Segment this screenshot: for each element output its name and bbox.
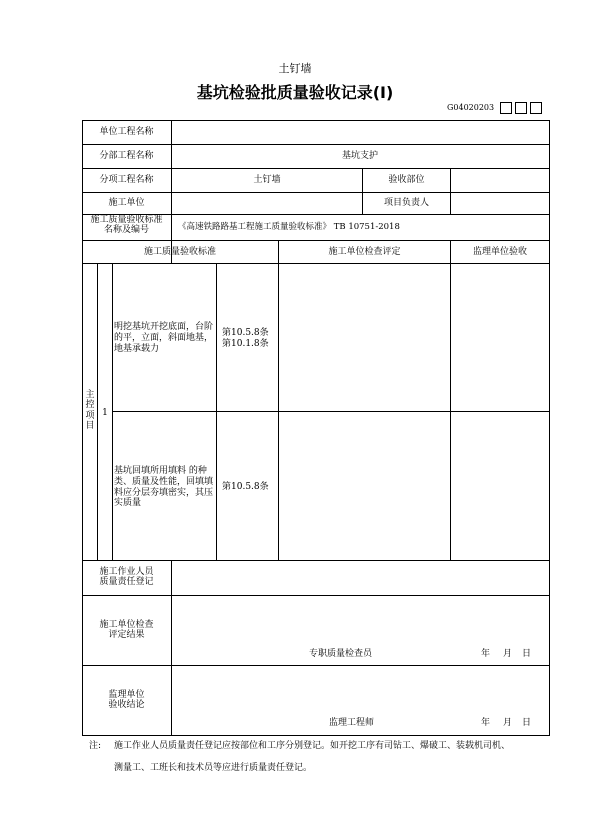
date-year-2: 年	[481, 718, 491, 728]
unit-project-label: 单位工程名称	[99, 127, 154, 137]
subitem-label: 分项工程名称	[99, 175, 154, 185]
page-title: 基坑检验批质量验收记录(Ⅰ)	[196, 83, 394, 102]
supervisor-check-cell-2[interactable]	[451, 412, 548, 560]
inspector-label: 专职质量检查员	[309, 649, 373, 659]
subtitle: 土钉墙	[278, 62, 312, 75]
note-line-2: 测量工、工班长和技术员等应进行质量责任登记。	[114, 763, 313, 773]
item-clause-2: 第10.5.8条	[222, 482, 269, 492]
standard-label-line1: 施工质量验收标准	[90, 215, 163, 225]
contractor-check-cell-2[interactable]	[279, 412, 449, 560]
note-line-1: 施工作业人员质量责任登记应按部位和工序分别登记。如开挖工序有司钻工、爆破工、装载机司机、	[114, 741, 511, 751]
date-year-1: 年	[481, 649, 491, 659]
item-clause-1: 第10.5.8条 第10.1.8条	[222, 328, 269, 349]
contractor-check-cell-1[interactable]	[279, 264, 449, 410]
supervisor-result-label: 监理单位 验收结论	[108, 690, 145, 711]
col-header-contractor: 施工单位检查评定	[328, 247, 401, 257]
code-box-3[interactable]	[530, 102, 542, 114]
code-box-2[interactable]	[515, 102, 527, 114]
supervisor-check-cell-1[interactable]	[451, 264, 548, 410]
category-main-control: 主控项目	[85, 390, 95, 432]
contractor-result-label: 施工单位检查 评定结果	[99, 620, 154, 641]
item-content-2: 基坑回填所用填料 的种类、质量及性能，回填填料应分层夯填密实，其压实质量	[114, 466, 214, 509]
col-header-standard: 施工质量验收标准	[143, 247, 216, 257]
worker-registration-label: 施工作业人员 质量责任登记	[99, 567, 154, 588]
division-field[interactable]: 基坑支护	[341, 151, 378, 161]
item-content-1: 明挖基坑开挖底面，台阶的平，立面，斜面地基，地基承载力	[114, 322, 214, 354]
item-index: 1	[102, 408, 108, 418]
date-month-1: 月	[503, 649, 513, 659]
col-header-supervisor: 监理单位验收	[472, 247, 527, 257]
date-day-2: 日	[522, 718, 532, 728]
worker-registration-field[interactable]	[172, 561, 548, 594]
date-month-2: 月	[503, 718, 513, 728]
standard-label-line2: 名称及编号	[103, 224, 149, 235]
standard-field[interactable]: 《高速铁路路基工程施工质量验收标准》 TB 10751-2018	[178, 222, 400, 232]
division-label: 分部工程名称	[99, 151, 154, 161]
subitem-field[interactable]: 土钉墙	[253, 175, 281, 185]
standard-label	[82, 216, 171, 236]
engineer-label: 监理工程师	[329, 718, 375, 728]
acceptance-part-label: 验收部位	[388, 175, 425, 185]
construction-unit-label: 施工单位	[108, 198, 145, 208]
note-prefix: 注:	[89, 741, 102, 751]
project-manager-label: 项目负责人	[383, 198, 429, 208]
date-day-1: 日	[522, 649, 532, 659]
code-box-1[interactable]	[500, 102, 512, 114]
form-code: G04020203	[447, 103, 495, 112]
